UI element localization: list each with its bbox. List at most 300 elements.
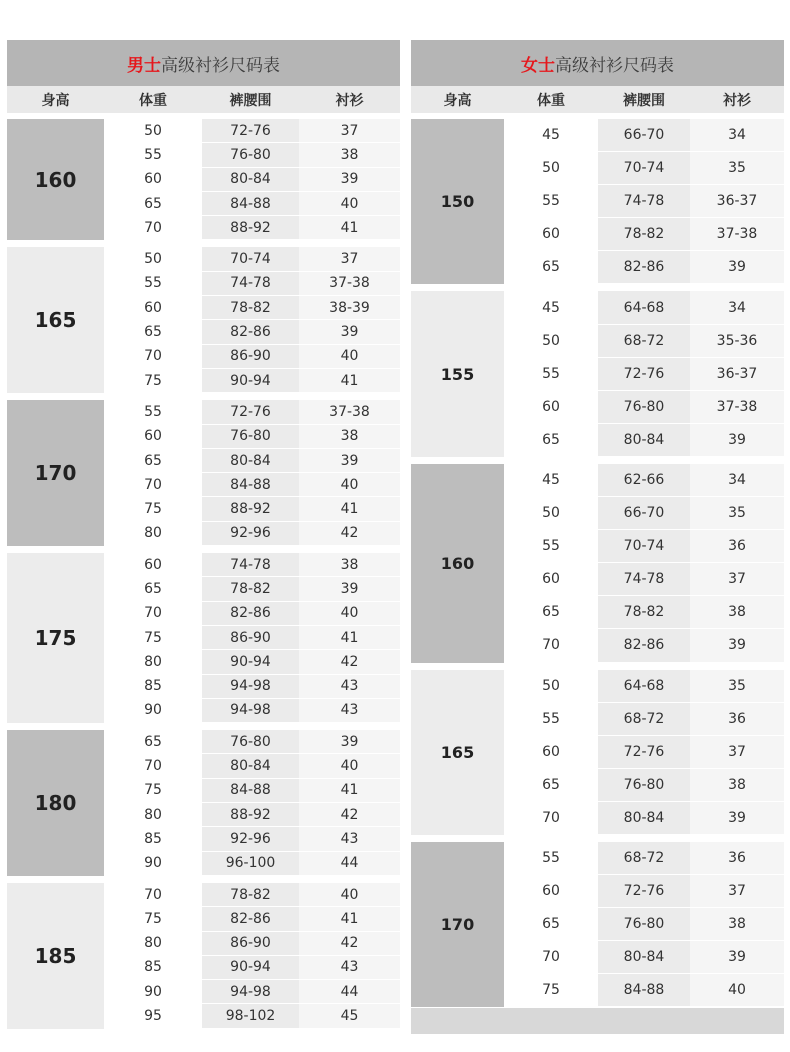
shirt-size-cell: 39 xyxy=(299,449,400,473)
table-row xyxy=(104,272,400,296)
shirt-size-cell: 41 xyxy=(299,626,400,650)
waist-cell: 88-92 xyxy=(202,216,299,240)
table-row xyxy=(504,596,784,629)
shirt-size-cell: 37-38 xyxy=(690,391,784,424)
shirt-size-cell: 41 xyxy=(299,497,400,521)
waist-cell: 76-80 xyxy=(598,391,690,424)
waist-cell: 84-88 xyxy=(202,192,299,216)
waist-cell: 72-76 xyxy=(598,875,690,908)
weight-cell: 55 xyxy=(504,185,598,218)
shirt-size-cell: 38 xyxy=(299,143,400,167)
waist-cell: 80-84 xyxy=(598,424,690,457)
table-row xyxy=(104,168,400,192)
weight-cell: 60 xyxy=(504,563,598,596)
weight-cell: 45 xyxy=(504,291,598,324)
men-group-175 xyxy=(7,553,400,723)
weight-cell: 70 xyxy=(104,602,202,626)
women-bottom-strip xyxy=(411,1008,784,1034)
weight-cell: 65 xyxy=(504,908,598,941)
weight-cell: 65 xyxy=(104,192,202,216)
weight-cell: 90 xyxy=(104,980,202,1004)
shirt-size-cell: 39 xyxy=(299,730,400,754)
shirt-size-cell: 40 xyxy=(299,754,400,778)
men-group-165 xyxy=(7,247,400,393)
table-row xyxy=(104,730,400,754)
table-row xyxy=(504,119,784,152)
shirt-size-cell: 37-38 xyxy=(690,218,784,251)
shirt-size-cell: 43 xyxy=(299,699,400,723)
waist-cell: 74-78 xyxy=(598,563,690,596)
men-height-cell: 185 xyxy=(7,883,104,1029)
table-row xyxy=(504,464,784,497)
men-height-cell: 165 xyxy=(7,247,104,393)
table-row xyxy=(104,400,400,424)
weight-cell: 65 xyxy=(104,449,202,473)
table-row xyxy=(504,325,784,358)
men-header-height: 身高 xyxy=(41,92,70,109)
shirt-size-cell: 36-37 xyxy=(690,358,784,391)
table-row xyxy=(504,769,784,802)
table-row xyxy=(104,577,400,601)
shirt-size-cell: 35 xyxy=(690,670,784,703)
waist-cell: 72-76 xyxy=(598,358,690,391)
weight-cell: 55 xyxy=(104,272,202,296)
weight-cell: 80 xyxy=(104,522,202,546)
waist-cell: 78-82 xyxy=(202,883,299,907)
table-row xyxy=(104,369,400,393)
weight-cell: 55 xyxy=(504,358,598,391)
men-group-180 xyxy=(7,730,400,876)
weight-cell: 75 xyxy=(104,907,202,931)
waist-cell: 84-88 xyxy=(202,779,299,803)
shirt-size-cell: 44 xyxy=(299,980,400,1004)
table-row xyxy=(104,345,400,369)
women-group-165 xyxy=(411,670,784,835)
table-row xyxy=(104,699,400,723)
shirt-size-cell: 43 xyxy=(299,827,400,851)
shirt-size-cell: 40 xyxy=(299,602,400,626)
shirt-size-cell: 36 xyxy=(690,703,784,736)
table-row xyxy=(504,291,784,324)
table-row xyxy=(504,251,784,284)
shirt-size-cell: 37 xyxy=(299,247,400,271)
shirt-size-cell: 38 xyxy=(690,769,784,802)
table-row xyxy=(104,553,400,577)
shirt-size-cell: 39 xyxy=(299,577,400,601)
men-height-cell: 175 xyxy=(7,553,104,723)
women-group-rows xyxy=(504,842,784,1007)
waist-cell: 72-76 xyxy=(202,400,299,424)
shirt-size-cell: 35 xyxy=(690,497,784,530)
women-height-cell: 170 xyxy=(411,842,504,1007)
shirt-size-cell: 39 xyxy=(299,320,400,344)
weight-cell: 55 xyxy=(104,400,202,424)
waist-cell: 82-86 xyxy=(598,251,690,284)
weight-cell: 55 xyxy=(504,530,598,563)
weight-cell: 80 xyxy=(104,803,202,827)
shirt-size-cell: 41 xyxy=(299,907,400,931)
men-header-row xyxy=(7,86,400,115)
women-group-rows xyxy=(504,464,784,663)
table-row xyxy=(104,425,400,449)
weight-cell: 60 xyxy=(504,875,598,908)
men-title-accent: 男士 xyxy=(127,55,161,76)
shirt-size-cell: 43 xyxy=(299,956,400,980)
shirt-size-cell: 35-36 xyxy=(690,325,784,358)
table-row xyxy=(504,629,784,662)
table-row xyxy=(104,216,400,240)
women-header-height: 身高 xyxy=(443,92,472,109)
weight-cell: 60 xyxy=(104,553,202,577)
waist-cell: 76-80 xyxy=(598,908,690,941)
table-row xyxy=(504,391,784,424)
shirt-size-cell: 44 xyxy=(299,852,400,876)
table-row xyxy=(104,1004,400,1028)
waist-cell: 86-90 xyxy=(202,626,299,650)
waist-cell: 82-86 xyxy=(202,907,299,931)
waist-cell: 68-72 xyxy=(598,842,690,875)
waist-cell: 76-80 xyxy=(202,730,299,754)
weight-cell: 70 xyxy=(104,754,202,778)
waist-cell: 80-84 xyxy=(202,449,299,473)
waist-cell: 74-78 xyxy=(202,272,299,296)
weight-cell: 60 xyxy=(504,736,598,769)
men-group-rows xyxy=(104,553,400,723)
men-group-185 xyxy=(7,883,400,1029)
weight-cell: 85 xyxy=(104,827,202,851)
waist-cell: 92-96 xyxy=(202,827,299,851)
waist-cell: 86-90 xyxy=(202,345,299,369)
waist-cell: 94-98 xyxy=(202,980,299,1004)
table-row xyxy=(504,424,784,457)
table-row xyxy=(504,152,784,185)
shirt-size-cell: 42 xyxy=(299,932,400,956)
waist-cell: 86-90 xyxy=(202,932,299,956)
shirt-size-cell: 37-38 xyxy=(299,400,400,424)
waist-cell: 74-78 xyxy=(598,185,690,218)
table-row xyxy=(104,754,400,778)
weight-cell: 45 xyxy=(504,464,598,497)
weight-cell: 65 xyxy=(104,730,202,754)
waist-cell: 90-94 xyxy=(202,369,299,393)
weight-cell: 55 xyxy=(104,143,202,167)
weight-cell: 50 xyxy=(504,670,598,703)
table-row xyxy=(504,802,784,835)
table-row xyxy=(504,185,784,218)
weight-cell: 85 xyxy=(104,956,202,980)
table-row xyxy=(104,497,400,521)
women-height-cell: 160 xyxy=(411,464,504,663)
waist-cell: 70-74 xyxy=(598,152,690,185)
table-row xyxy=(104,247,400,271)
table-row xyxy=(104,192,400,216)
table-row xyxy=(504,908,784,941)
waist-cell: 70-74 xyxy=(598,530,690,563)
women-height-cell: 165 xyxy=(411,670,504,835)
men-group-rows xyxy=(104,119,400,240)
waist-cell: 72-76 xyxy=(202,119,299,143)
waist-cell: 82-86 xyxy=(202,320,299,344)
weight-cell: 55 xyxy=(504,842,598,875)
shirt-size-cell: 39 xyxy=(690,251,784,284)
table-row xyxy=(104,602,400,626)
men-group-rows xyxy=(104,730,400,876)
table-row xyxy=(104,473,400,497)
table-row xyxy=(504,358,784,391)
women-size-chart xyxy=(411,40,784,1034)
table-row xyxy=(104,956,400,980)
shirt-size-cell: 37 xyxy=(299,119,400,143)
weight-cell: 75 xyxy=(104,779,202,803)
table-row xyxy=(504,563,784,596)
weight-cell: 50 xyxy=(104,247,202,271)
shirt-size-cell: 37-38 xyxy=(299,272,400,296)
men-group-170 xyxy=(7,400,400,546)
weight-cell: 60 xyxy=(104,425,202,449)
shirt-size-cell: 40 xyxy=(299,473,400,497)
table-row xyxy=(504,218,784,251)
men-size-chart xyxy=(7,40,400,1036)
table-row xyxy=(504,941,784,974)
women-header-shirt: 衬衫 xyxy=(723,92,751,109)
men-group-rows xyxy=(104,400,400,546)
weight-cell: 80 xyxy=(104,650,202,674)
weight-cell: 50 xyxy=(504,152,598,185)
men-title-text: 高级衬衫尺码表 xyxy=(161,55,280,76)
waist-cell: 98-102 xyxy=(202,1004,299,1028)
waist-cell: 80-84 xyxy=(598,941,690,974)
shirt-size-cell: 42 xyxy=(299,650,400,674)
weight-cell: 65 xyxy=(104,577,202,601)
waist-cell: 88-92 xyxy=(202,497,299,521)
shirt-size-cell: 37 xyxy=(690,736,784,769)
waist-cell: 80-84 xyxy=(598,802,690,835)
weight-cell: 65 xyxy=(504,596,598,629)
weight-cell: 95 xyxy=(104,1004,202,1028)
waist-cell: 94-98 xyxy=(202,675,299,699)
waist-cell: 92-96 xyxy=(202,522,299,546)
waist-cell: 90-94 xyxy=(202,650,299,674)
table-row xyxy=(504,703,784,736)
table-row xyxy=(104,779,400,803)
table-row xyxy=(504,530,784,563)
weight-cell: 45 xyxy=(504,119,598,152)
weight-cell: 65 xyxy=(504,251,598,284)
waist-cell: 84-88 xyxy=(202,473,299,497)
waist-cell: 66-70 xyxy=(598,497,690,530)
waist-cell: 88-92 xyxy=(202,803,299,827)
weight-cell: 85 xyxy=(104,675,202,699)
weight-cell: 75 xyxy=(104,497,202,521)
table-row xyxy=(104,907,400,931)
waist-cell: 76-80 xyxy=(202,425,299,449)
waist-cell: 80-84 xyxy=(202,168,299,192)
women-group-160 xyxy=(411,464,784,663)
shirt-size-cell: 39 xyxy=(690,629,784,662)
weight-cell: 90 xyxy=(104,852,202,876)
table-row xyxy=(104,883,400,907)
table-row xyxy=(504,736,784,769)
men-group-160 xyxy=(7,119,400,240)
shirt-size-cell: 39 xyxy=(690,424,784,457)
waist-cell: 84-88 xyxy=(598,974,690,1007)
table-row xyxy=(504,875,784,908)
women-group-rows xyxy=(504,670,784,835)
weight-cell: 50 xyxy=(104,119,202,143)
weight-cell: 70 xyxy=(104,216,202,240)
men-height-cell: 170 xyxy=(7,400,104,546)
weight-cell: 70 xyxy=(504,941,598,974)
weight-cell: 50 xyxy=(504,497,598,530)
waist-cell: 94-98 xyxy=(202,699,299,723)
waist-cell: 72-76 xyxy=(598,736,690,769)
women-group-rows xyxy=(504,291,784,456)
weight-cell: 65 xyxy=(104,320,202,344)
weight-cell: 65 xyxy=(504,769,598,802)
shirt-size-cell: 40 xyxy=(690,974,784,1007)
table-row xyxy=(504,842,784,875)
shirt-size-cell: 38 xyxy=(690,596,784,629)
shirt-size-cell: 42 xyxy=(299,803,400,827)
shirt-size-cell: 38 xyxy=(299,553,400,577)
waist-cell: 82-86 xyxy=(598,629,690,662)
women-group-rows xyxy=(504,119,784,284)
waist-cell: 82-86 xyxy=(202,602,299,626)
weight-cell: 70 xyxy=(104,345,202,369)
weight-cell: 75 xyxy=(504,974,598,1007)
shirt-size-cell: 42 xyxy=(299,522,400,546)
shirt-size-cell: 40 xyxy=(299,883,400,907)
table-row xyxy=(104,932,400,956)
weight-cell: 60 xyxy=(504,391,598,424)
waist-cell: 62-66 xyxy=(598,464,690,497)
men-size-groups xyxy=(7,119,400,1029)
weight-cell: 90 xyxy=(104,699,202,723)
shirt-size-cell: 40 xyxy=(299,192,400,216)
table-row xyxy=(104,650,400,674)
waist-cell: 64-68 xyxy=(598,670,690,703)
men-height-cell: 160 xyxy=(7,119,104,240)
table-row xyxy=(104,296,400,320)
shirt-size-cell: 41 xyxy=(299,779,400,803)
men-header-waist: 裤腰围 xyxy=(229,92,272,109)
shirt-size-cell: 41 xyxy=(299,216,400,240)
shirt-size-cell: 45 xyxy=(299,1004,400,1028)
women-title-text: 高级衬衫尺码表 xyxy=(555,55,674,76)
waist-cell: 68-72 xyxy=(598,703,690,736)
shirt-size-cell: 41 xyxy=(299,369,400,393)
table-row xyxy=(104,827,400,851)
weight-cell: 60 xyxy=(504,218,598,251)
shirt-size-cell: 37 xyxy=(690,875,784,908)
weight-cell: 80 xyxy=(104,932,202,956)
women-title-accent: 女士 xyxy=(521,55,555,76)
weight-cell: 75 xyxy=(104,369,202,393)
men-chart-title xyxy=(7,40,400,86)
women-group-170 xyxy=(411,842,784,1007)
weight-cell: 60 xyxy=(104,168,202,192)
waist-cell: 76-80 xyxy=(202,143,299,167)
women-height-cell: 155 xyxy=(411,291,504,456)
table-row xyxy=(104,626,400,650)
table-row xyxy=(104,143,400,167)
waist-cell: 90-94 xyxy=(202,956,299,980)
waist-cell: 74-78 xyxy=(202,553,299,577)
table-row xyxy=(504,497,784,530)
men-header-shirt: 衬衫 xyxy=(335,92,364,109)
shirt-size-cell: 38-39 xyxy=(299,296,400,320)
women-height-cell: 150 xyxy=(411,119,504,284)
shirt-size-cell: 43 xyxy=(299,675,400,699)
weight-cell: 55 xyxy=(504,703,598,736)
men-group-rows xyxy=(104,247,400,393)
weight-cell: 75 xyxy=(104,626,202,650)
weight-cell: 60 xyxy=(104,296,202,320)
women-chart-title xyxy=(411,40,784,86)
waist-cell: 78-82 xyxy=(598,218,690,251)
table-row xyxy=(104,320,400,344)
shirt-size-cell: 35 xyxy=(690,152,784,185)
men-group-rows xyxy=(104,883,400,1029)
waist-cell: 70-74 xyxy=(202,247,299,271)
table-row xyxy=(504,670,784,703)
waist-cell: 80-84 xyxy=(202,754,299,778)
shirt-size-cell: 36 xyxy=(690,530,784,563)
shirt-size-cell: 39 xyxy=(299,168,400,192)
shirt-size-cell: 36 xyxy=(690,842,784,875)
shirt-size-cell: 40 xyxy=(299,345,400,369)
women-header-weight: 体重 xyxy=(537,92,565,109)
weight-cell: 70 xyxy=(104,883,202,907)
waist-cell: 64-68 xyxy=(598,291,690,324)
shirt-size-cell: 36-37 xyxy=(690,185,784,218)
shirt-size-cell: 39 xyxy=(690,802,784,835)
waist-cell: 78-82 xyxy=(202,577,299,601)
waist-cell: 66-70 xyxy=(598,119,690,152)
men-header-weight: 体重 xyxy=(139,92,167,109)
weight-cell: 50 xyxy=(504,325,598,358)
weight-cell: 70 xyxy=(504,629,598,662)
women-size-groups xyxy=(411,119,784,1007)
table-row xyxy=(104,675,400,699)
table-row xyxy=(504,974,784,1007)
shirt-size-cell: 34 xyxy=(690,464,784,497)
waist-cell: 78-82 xyxy=(202,296,299,320)
shirt-size-cell: 38 xyxy=(299,425,400,449)
table-row xyxy=(104,449,400,473)
men-height-cell: 180 xyxy=(7,730,104,876)
table-row xyxy=(104,852,400,876)
weight-cell: 70 xyxy=(104,473,202,497)
weight-cell: 70 xyxy=(504,802,598,835)
waist-cell: 76-80 xyxy=(598,769,690,802)
shirt-size-cell: 38 xyxy=(690,908,784,941)
shirt-size-cell: 34 xyxy=(690,291,784,324)
women-group-155 xyxy=(411,291,784,456)
women-group-150 xyxy=(411,119,784,284)
table-row xyxy=(104,119,400,143)
table-row xyxy=(104,522,400,546)
table-row xyxy=(104,803,400,827)
weight-cell: 65 xyxy=(504,424,598,457)
women-header-row xyxy=(411,86,784,115)
waist-cell: 78-82 xyxy=(598,596,690,629)
table-row xyxy=(104,980,400,1004)
shirt-size-cell: 37 xyxy=(690,563,784,596)
shirt-size-cell: 39 xyxy=(690,941,784,974)
waist-cell: 68-72 xyxy=(598,325,690,358)
shirt-size-cell: 34 xyxy=(690,119,784,152)
